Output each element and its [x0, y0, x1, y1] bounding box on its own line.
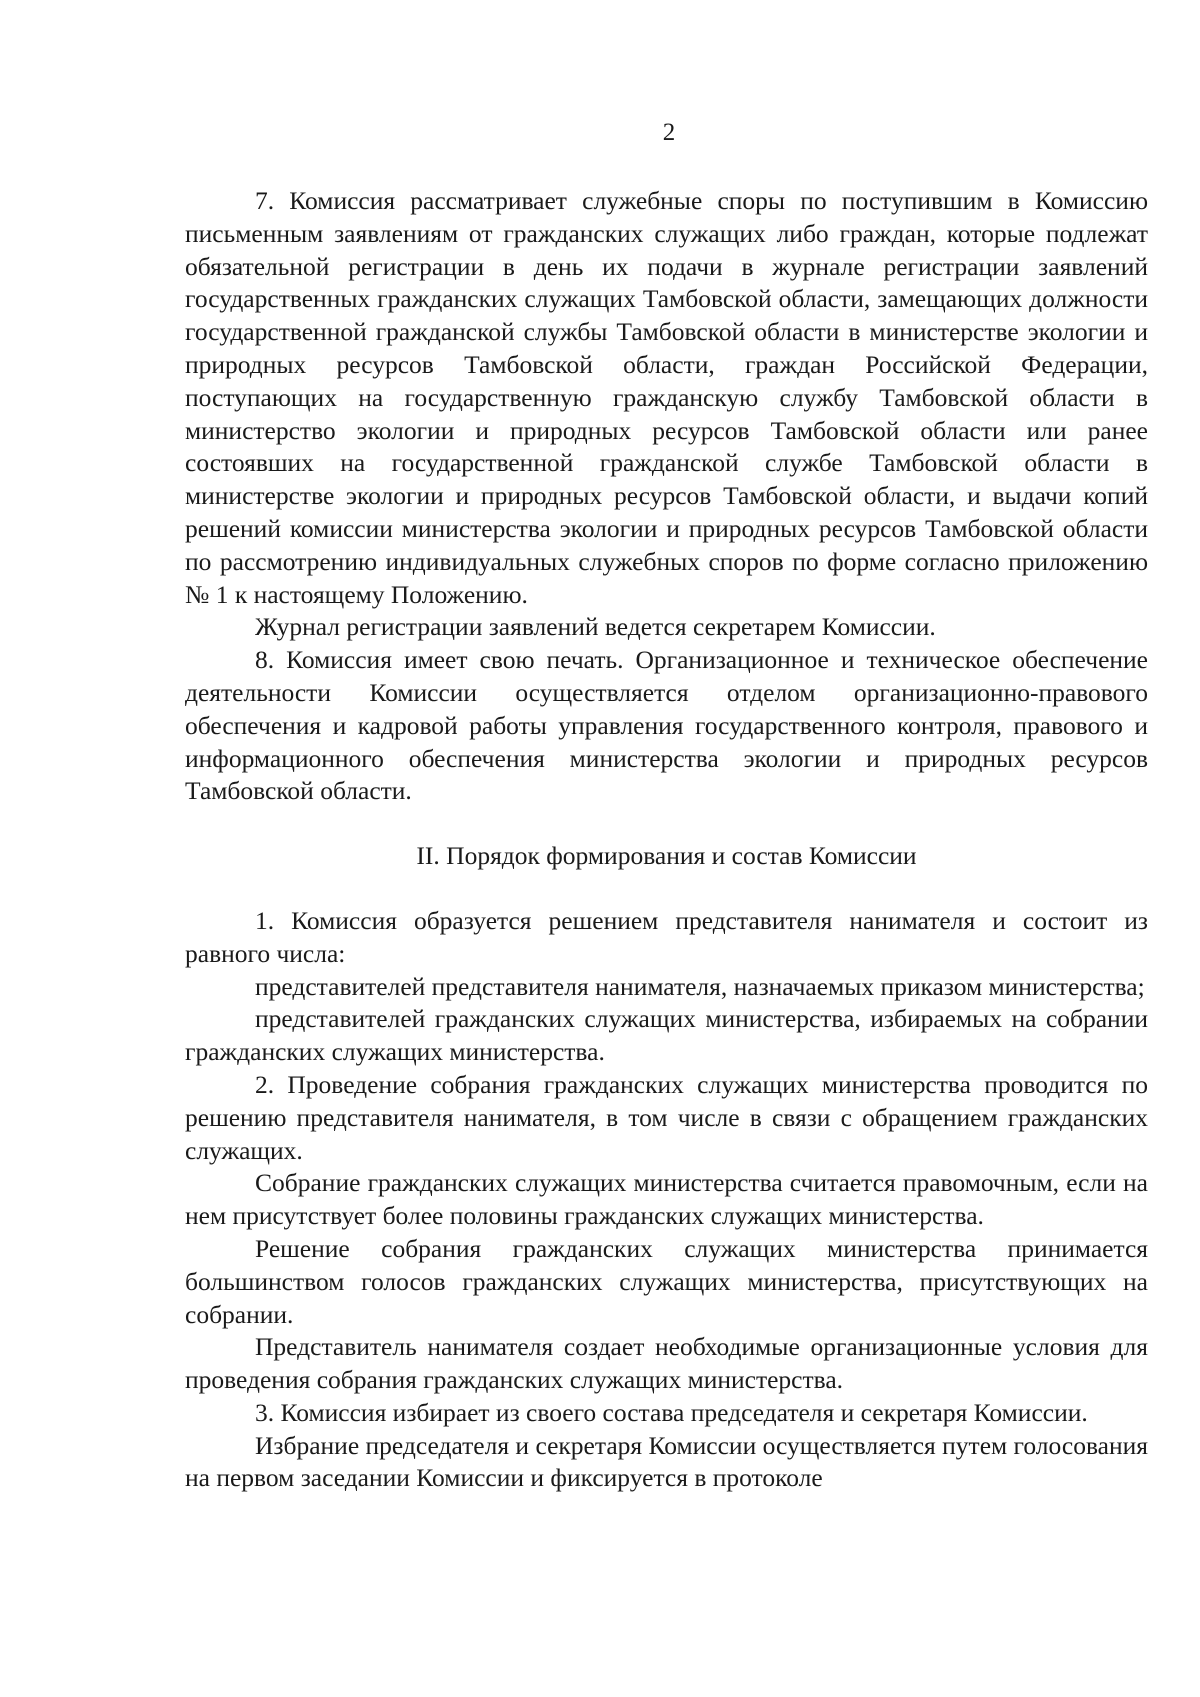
- paragraph-employer-representatives: представителей представителя нанимателя, назначаемых приказом министерства;: [255, 971, 1145, 1001]
- section-heading: II. Порядок формирования и состав Комиссии: [416, 841, 917, 871]
- paragraph-employer-conditions: Представитель нанимателя создает необходимые организационные условия для проведения собрания гражданских служащих министерства.: [185, 1332, 1148, 1395]
- paragraph-meeting-decision: Решение собрания гражданских служащих министерства принимается большинством голосов гражданских служащих министерства, присутствующих на собрании.: [185, 1233, 1148, 1329]
- paragraph-1-commission-formation: 1. Комиссия образуется решением представителя нанимателя и состоит из равного числа:: [185, 905, 1148, 968]
- paragraph-employee-representatives: представителей гражданских служащих министерства, избираемых на собрании гражданских служащих министерства.: [185, 1004, 1148, 1067]
- paragraph-2-meeting: 2. Проведение собрания гражданских служащих министерства проводится по решению представителя нанимателя, в том числе в связи с обращением гражданских служащих.: [185, 1069, 1148, 1165]
- paragraph-journal-keeper: Журнал регистрации заявлений ведется секретарем Комиссии.: [255, 612, 936, 642]
- paragraph-election-procedure: Избрание председателя и секретаря Комиссии осуществляется путем голосования на первом заседании Комиссии и фиксируется в протоколе: [185, 1430, 1148, 1493]
- paragraph-meeting-quorum: Собрание гражданских служащих министерства считается правомочным, если на нем присутствует более половины гражданских служащих министерства.: [185, 1168, 1148, 1231]
- paragraph-7-disputes-registration: 7. Комиссия рассматривает служебные споры по поступившим в Комиссию письменным заявлениям от гражданских служащих либо граждан, которые подлежат обязательной регистрации в день их подачи в журнале регистрации заявлений государственных гражданских служащих Тамбовской области, замещающих должности государственной гражданской службы Тамбовской области в министерстве экологии и природных ресурсов Тамбовской области, граждан Российской Федерации, поступающих на государственную гражданскую службу Тамбовской области в министерство экологии и природных ресурсов Тамбовской области или ранее состоявших на государственной гражданской службе Тамбовской области в министерстве экологии и природных ресурсов Тамбовской области, и выдачи копий решений комиссии министерства экологии и природных ресурсов Тамбовской области по рассмотрению индивидуальных служебных споров по форме согласно приложению № 1 к настоящему Положению.: [185, 186, 1148, 609]
- paragraph-3-chair-secretary: 3. Комиссия избирает из своего состава председателя и секретаря Комиссии.: [255, 1397, 1088, 1427]
- paragraph-8-seal-and-support: 8. Комиссия имеет свою печать. Организационное и техническое обеспечение деятельности Комиссии осуществляется отделом организационно-правового обеспечения и кадровой работы управления государственного контроля, правового и информационного обеспечения министерства экологии и природных ресурсов Тамбовской области.: [185, 645, 1148, 806]
- page-number: 2: [662, 119, 676, 146]
- document-body: [185, 185, 1148, 1495]
